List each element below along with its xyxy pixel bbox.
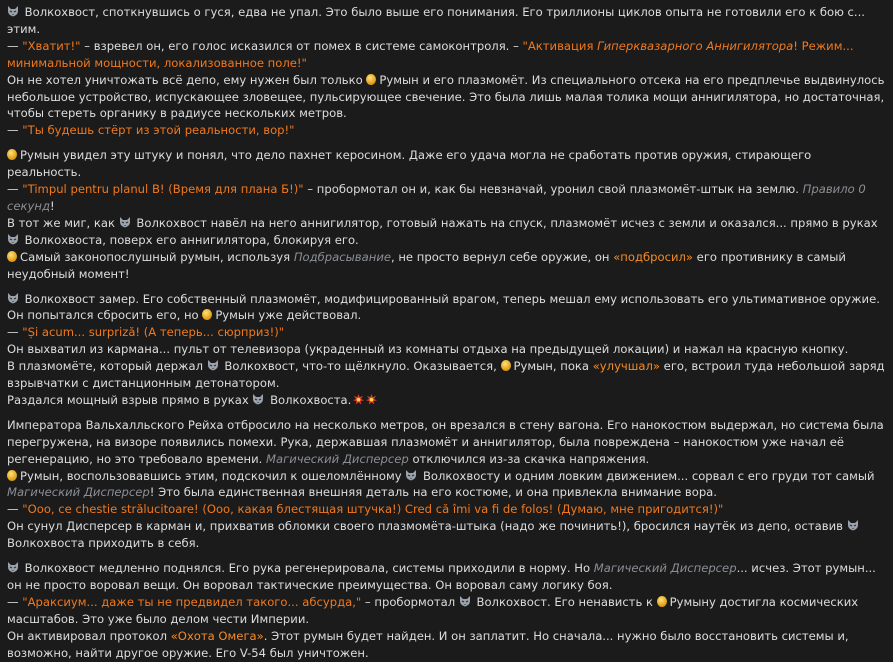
wolf-icon [207,359,219,371]
paragraph: Румын, воспользовавшись этим, подскочил к ошеломлённому Волкохвосту и одним ловким движением... сорвал с его груди тот самый Магический Дисперсер! Это была единственная внешняя деталь на его костюме, и она привлекла внимание вора. [7,468,875,500]
coin-bag-icon [202,309,212,320]
wolf-icon [7,233,19,245]
coin-bag-icon [7,149,17,160]
paragraph: Волкохвост медленно поднялся. Его рука регенерировала, системы приходили в норму. Но Магический Дисперсер... исчез. Этот румын... он не просто воровал вещи. Он воровал тактические преимущества. Он воровал саму логику боя. [7,561,876,592]
wolf-icon [7,5,19,17]
wolf-icon [252,393,264,405]
paragraph: В плазмомёте, который держал Волкохвост, что-то щёлкнуло. Оказывается, Румын, пока «улучшал» его, встроил туда небольшой заряд взрывчатки с дистанционным детонатором. [7,359,885,391]
skill-name: Правило 0 секунд [7,182,866,213]
wolf-icon [459,595,471,607]
coin-bag-icon [657,596,667,607]
paragraph: Он не хотел уничтожать всё депо, ему нужен был только Румын и его плазмомёт. Из специального отсека на его предплечье выдвинулось небольшое устройство, испускающее зловещее, пульсирующее свечение. Это была лишь малая толика мощи аннигилятора, но достаточная, чтобы стереть органику в радиусе нескольких метров. [7,72,885,121]
wolf-icon [405,469,417,481]
paragraph: В тот же миг, как Волкохвост навёл на него аннигилятор, готовый нажать на спуск, плазмомёт исчез с земли и оказался... прямо в руках Волкохвоста, поверх его аннигилятора, блокируя его. [7,215,878,247]
paragraph: — "Хватит!" – взревел он, его голос исказился от помех в системе самоконтроля. – "Активация Гиперквазарного Аннигилятора! Режим... минимальной мощности, локализованное поле!" [7,38,854,70]
coin-bag-icon [366,74,376,85]
paragraph: Волкохвост замер. Его собственный плазмомёт, модифицированный врагом, теперь мешал ему использовать его ультимативное оружие. Он попытался сбросить его, но Румын уже действовал. [7,291,880,323]
paragraph: Раздался мощный взрыв прямо в руках Волкохвоста. [7,392,885,409]
paragraph: — "Timpul pentru planul B! (Время для плана Б!)" – пробормотал он и, как бы невзначай, уронил свой плазмомёт-штык на землю. Правило 0 секунд! [7,182,866,213]
quote: "Ooo, ce chestie strălucitoare! (Ооо, какая блестящая штучка!) Cred că îmi va fi de folos! (Думаю, мне пригодится!)" [22,502,724,517]
quote: "Хватит!" [22,38,81,53]
quote: "Араксиум... даже ты не предвидел такого... абсурда," [22,594,362,609]
coin-bag-icon [501,360,511,371]
item-name: Магический Дисперсер [7,485,150,500]
coin-bag-icon [7,251,17,262]
quote: "Ты будешь стёрт из этой реальности, вор!" [22,123,295,138]
paragraph: Самый законопослушный румын, используя Подбрасывание, не просто вернул себе оружие, он «подбросил» его противнику в самый неудобный момент! [7,249,846,281]
paragraph: — "Араксиум... даже ты не предвидел такого... абсурда," – пробормотал Волкохвост. Его ненависть к Румыну достигла космических масштабов. Это уже было делом чести Империи. [7,594,859,626]
paragraph: Императора Вальхалльского Рейха отбросило на несколько метров, он врезался в стену вагона. Его нанокостюм выдержал, но система была перегружена, на визоре появились помехи. Рука, державшая плазмомёт и аннигилятор, была повреждена – нанокостюм уже начал её регенерацию, но это требовало времени. Магический Дисперсер отключился из-за скачка напряжения. [7,417,884,466]
item-name: Магический Дисперсер [593,561,737,576]
paragraph: Он сунул Дисперсер в карман и, прихватив обломки своего плазмомёта-штыка (надо же починить!), бросился наутёк из депо, оставив Волкохвоста приходить в себя. [7,518,885,552]
paragraph: — "Ooo, ce chestie strălucitoare! (Ооо, какая блестящая штучка!) Cred că îmi va fi de folos! (Думаю, мне пригодится!)" [7,502,724,517]
item-name: Магический Дисперсер [266,451,409,466]
paragraph: — "Ты будешь стёрт из этой реальности, вор!" [7,123,295,138]
quote: "Активация Гиперквазарного Аннигилятора! Режим... минимальной мощности, локализованное поле!" [7,38,854,70]
highlight: «подбросил» [613,249,693,264]
paragraph: — "Și acum... surpriză! (А теперь... сюрприз!)" [7,325,285,340]
quote: "Timpul pentru planul B! (Время для плана Б!)" [22,182,304,197]
wolf-icon [7,292,19,304]
paragraph: Он выхватил из кармана... пульт от телевизора (украденный из комнаты отдыха на предыдущей локации) и нажал на красную кнопку. [7,342,849,357]
highlight: «Охота Омега» [170,628,264,643]
coin-bag-icon [7,470,17,481]
skill-name: Подбрасывание [293,249,391,264]
quote: "Și acum... surpriză! (А теперь... сюрприз!)" [22,325,285,340]
collision-icon [353,394,364,405]
paragraph: Волкохвост, споткнувшись о гуся, едва не упал. Это было выше его понимания. Его триллионы циклов опыта не готовили его к бою с... этим. [7,5,865,36]
highlight: «улучшал» [592,359,660,374]
collision-icon [366,394,377,405]
wolf-icon [119,216,131,228]
wolf-icon [7,561,19,573]
paragraph: Румын увидел эту штуку и понял, что дело пахнет керосином. Даже его удача могла не сработать против оружия, стирающего реальность. [7,148,812,180]
wolf-icon [847,519,859,531]
paragraph: Он активировал протокол «Охота Омега». Этот румын будет найден. И он заплатит. Но сначала... нужно было восстановить системы и, возможно, найти другое оружие. Его V-54 был уничтожен. [7,628,849,660]
